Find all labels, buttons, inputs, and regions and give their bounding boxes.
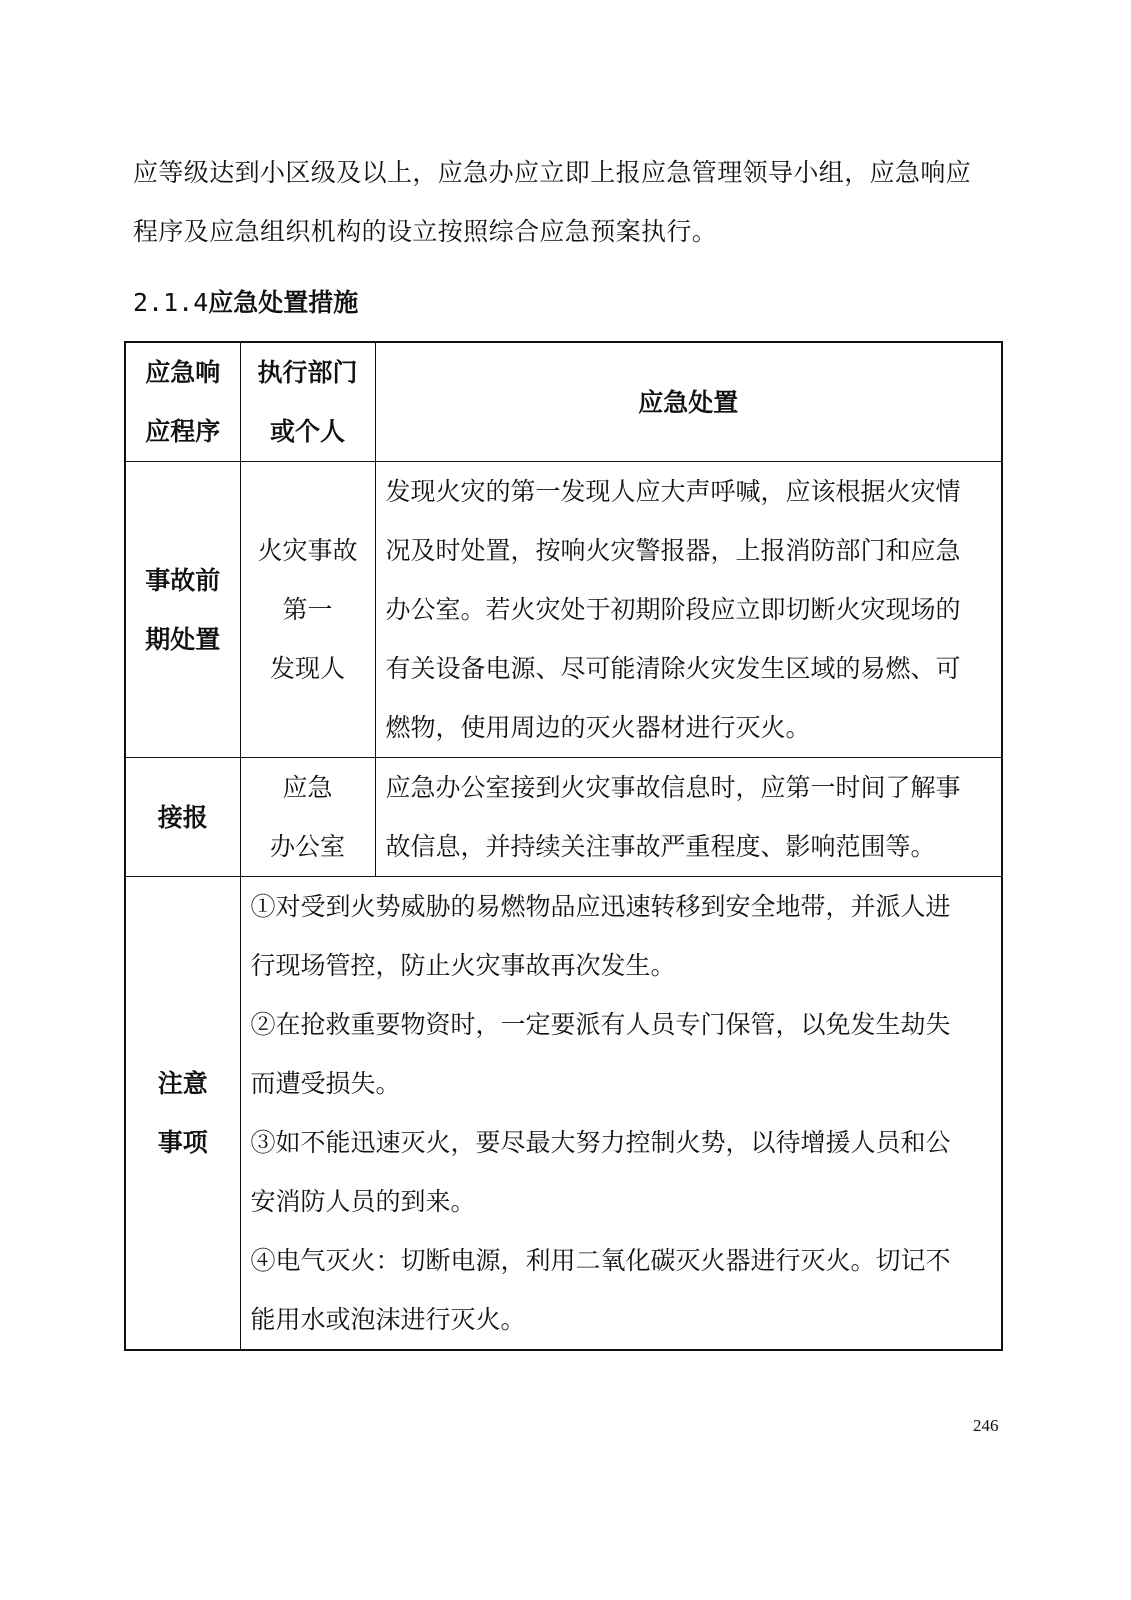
header-department: 执行部门 或个人 — [240, 342, 375, 462]
emergency-measures-table — [124, 341, 1003, 1351]
section-number: 2.1.4 — [133, 288, 209, 317]
row-department: 火灾事故 第一 发现人 — [240, 462, 375, 758]
table-row — [125, 877, 1002, 1351]
row-action: 应急办公室接到火灾事故信息时，应第一时间了解事 故信息，并持续关注事故严重程度、影响范围等。 — [375, 758, 1002, 877]
table-header-row — [125, 342, 1002, 462]
intro-paragraph — [133, 143, 1025, 261]
intro-line: 程序及应急组织机构的设立按照综合应急预案执行。 — [133, 217, 718, 246]
section-title: 应急处置措施 — [208, 288, 359, 317]
table-row — [125, 462, 1002, 758]
table-row — [125, 758, 1002, 877]
row-action: 发现火灾的第一发现人应大声呼喊，应该根据火灾情 况及时处置，按响火灾警报器，上报消防部门和应急 办公室。若火灾处于初期阶段应立即切断火灾现场的 有关设备电源、尽可能清除火灾发生区域的易燃、可 燃物，使用周边的灭火器材进行灭火。 — [375, 462, 1002, 758]
header-action: 应急处置 — [375, 342, 1002, 462]
section-heading — [133, 283, 358, 323]
row-label-receive-report: 接报 — [125, 758, 240, 877]
header-procedure: 应急响 应程序 — [125, 342, 240, 462]
row-department: 应急 办公室 — [240, 758, 375, 877]
row-label-early-response: 事故前 期处置 — [125, 462, 240, 758]
row-label-precautions: 注意 事项 — [125, 877, 240, 1351]
intro-line: 应等级达到小区级及以上，应急办应立即上报应急管理领导小组，应急响应 — [133, 158, 972, 187]
page-number: 246 — [973, 1416, 999, 1435]
row-precautions-text: ①对受到火势威胁的易燃物品应迅速转移到安全地带，并派人进 行现场管控，防止火灾事故再次发生。 ②在抢救重要物资时，一定要派有人员专门保管，以免发生劫失 而遭受损失。 ③如不能迅速灭火，要尽最大努力控制火势，以待增援人员和公 安消防人员的到来。 ④电气灭火：切断电源，利用二氧化碳灭火器进行灭火。切记不 能用水或泡沫进行灭火。 — [240, 877, 1002, 1351]
